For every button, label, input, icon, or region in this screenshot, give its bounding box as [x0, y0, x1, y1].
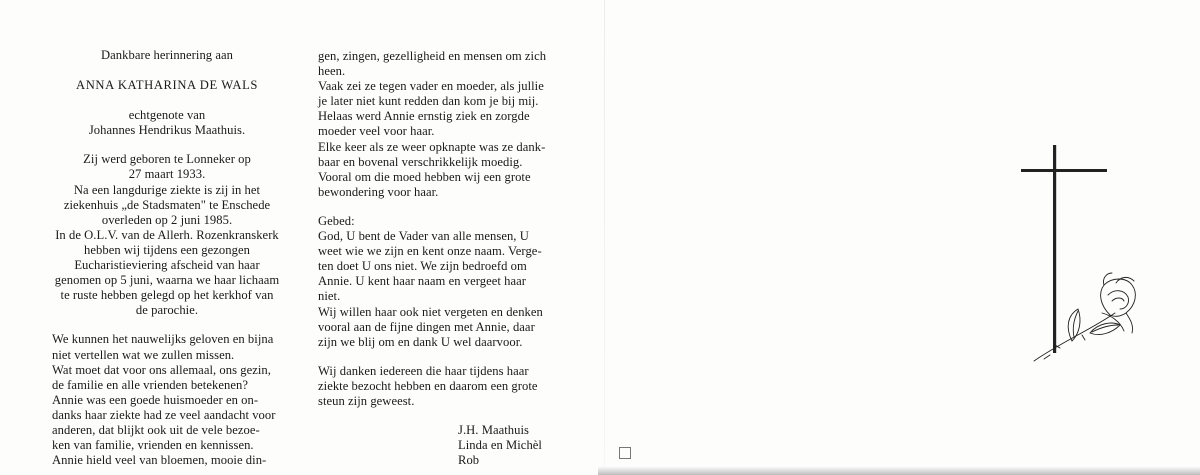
text-line: We kunnen het nauwelijks geloven en bijna [52, 332, 274, 347]
text-line: anderen, dat blijkt ook uit de vele bezoe- [52, 422, 260, 437]
text-line: Vaak zei ze tegen vader en moeder, als jullie [318, 79, 544, 94]
biography [52, 152, 282, 318]
spouse-label: echtgenote van [128, 108, 206, 123]
prayer-line: ten doet U ons niet. We zijn bedroefd om [318, 259, 527, 274]
intro-text: Dankbare herinnering aan [101, 48, 233, 62]
fold-line [604, 0, 605, 475]
bio-line: hebben wij tijdens een gezongen [84, 242, 250, 257]
text-line: ken van familie, vrienden en kennissen. [52, 438, 254, 453]
cross-with-rose-illustration [1020, 145, 1140, 380]
text-line: Elke keer als ze weer opknapte was ze dank- [318, 139, 546, 154]
text-line: Wat moet dat voor ons allemaal, ons gezin, [52, 362, 271, 377]
thanks-line: steun zijn geweest. [318, 393, 415, 408]
remembrance-continued [318, 49, 558, 200]
prayer-line: vooral aan de fijne dingen met Annie, daar [318, 319, 535, 334]
text-line: de familie en alle vrienden betekenen? [52, 377, 248, 392]
signature-line: Rob [458, 453, 480, 468]
cross-icon [1021, 145, 1107, 353]
thanks-line: Wij danken iedereen die haar tijdens haar [318, 363, 529, 378]
printer-logo-icon [619, 447, 631, 459]
text-line: Vooral om die moed hebben wij een grote [318, 169, 531, 184]
prayer-line: Annie. U kent haar naam en vergeet haar [318, 274, 527, 289]
text-line: baar en bovenal verschrikkelijk moedig. [318, 154, 523, 169]
bio-line: 27 maart 1933. [128, 167, 206, 182]
thanks-text [318, 364, 558, 409]
text-line: bewondering voor haar. [318, 184, 439, 199]
text-line: Annie hield veel van bloemen, mooie din- [52, 453, 267, 468]
text-line: je later niet kunt redden dan kom je bij mij. [318, 94, 539, 109]
page-edge-shadow [598, 466, 1200, 475]
bio-line: ziekenhuis „de Stadsmaten" te Enschede [63, 197, 271, 212]
rose-icon [1034, 273, 1135, 361]
middle-column [318, 49, 558, 468]
text-line: danks haar ziekte had ze veel aandacht voor [52, 407, 276, 422]
remembrance-text [52, 332, 282, 468]
signatures [458, 423, 558, 468]
bio-line: Na een langdurige ziekte is zij in het [73, 182, 261, 197]
prayer-line: weet wie we zijn en kent onze naam. Verge- [318, 244, 542, 259]
bio-line: genomen op 5 juni, waarna we haar lichaam [54, 273, 280, 288]
prayer-line: God, U bent de Vader van alle mensen, U [318, 229, 529, 244]
signature-line: Linda en Michèl [458, 438, 542, 453]
prayer-line: niet. [318, 289, 341, 304]
prayer-line: zijn we blij om en dank U wel daarvoor. [318, 334, 523, 349]
text-line: moeder veel voor haar. [318, 124, 435, 139]
bio-line: overleden op 2 juni 1985. [101, 212, 233, 227]
bio-line: te ruste hebben gelegd op het kerkhof van [60, 288, 274, 303]
text-line: heen. [318, 64, 346, 79]
thanks-line: ziekte bezocht hebben en daarom een grote [318, 378, 538, 393]
printer-imprint [619, 447, 634, 459]
text-line: gen, zingen, gezelligheid en mensen om zich [318, 49, 547, 63]
spouse-name: Johannes Hendrikus Maathuis. [88, 123, 246, 138]
prayer-heading: Gebed: [318, 213, 355, 228]
bio-line: Eucharistieviering afscheid van haar [74, 258, 260, 273]
text-line: Helaas werd Annie ernstig ziek en zorgde [318, 109, 530, 124]
left-column [52, 48, 282, 468]
bio-line: In de O.L.V. van de Allerh. Rozenkranskerk [55, 227, 279, 242]
prayer [318, 214, 558, 350]
deceased-name: ANNA KATHARINA DE WALS [76, 78, 258, 93]
bio-line: Zij werd geboren te Lonneker op [83, 152, 251, 167]
text-line: Annie was een goede huismoeder en on- [52, 392, 259, 407]
text-line: niet vertellen wat we zullen missen. [52, 347, 235, 362]
signature-line: J.H. Maathuis [458, 423, 529, 438]
bio-line: de parochie. [135, 303, 199, 318]
prayer-line: Wij willen haar ook niet vergeten en denken [318, 304, 543, 319]
